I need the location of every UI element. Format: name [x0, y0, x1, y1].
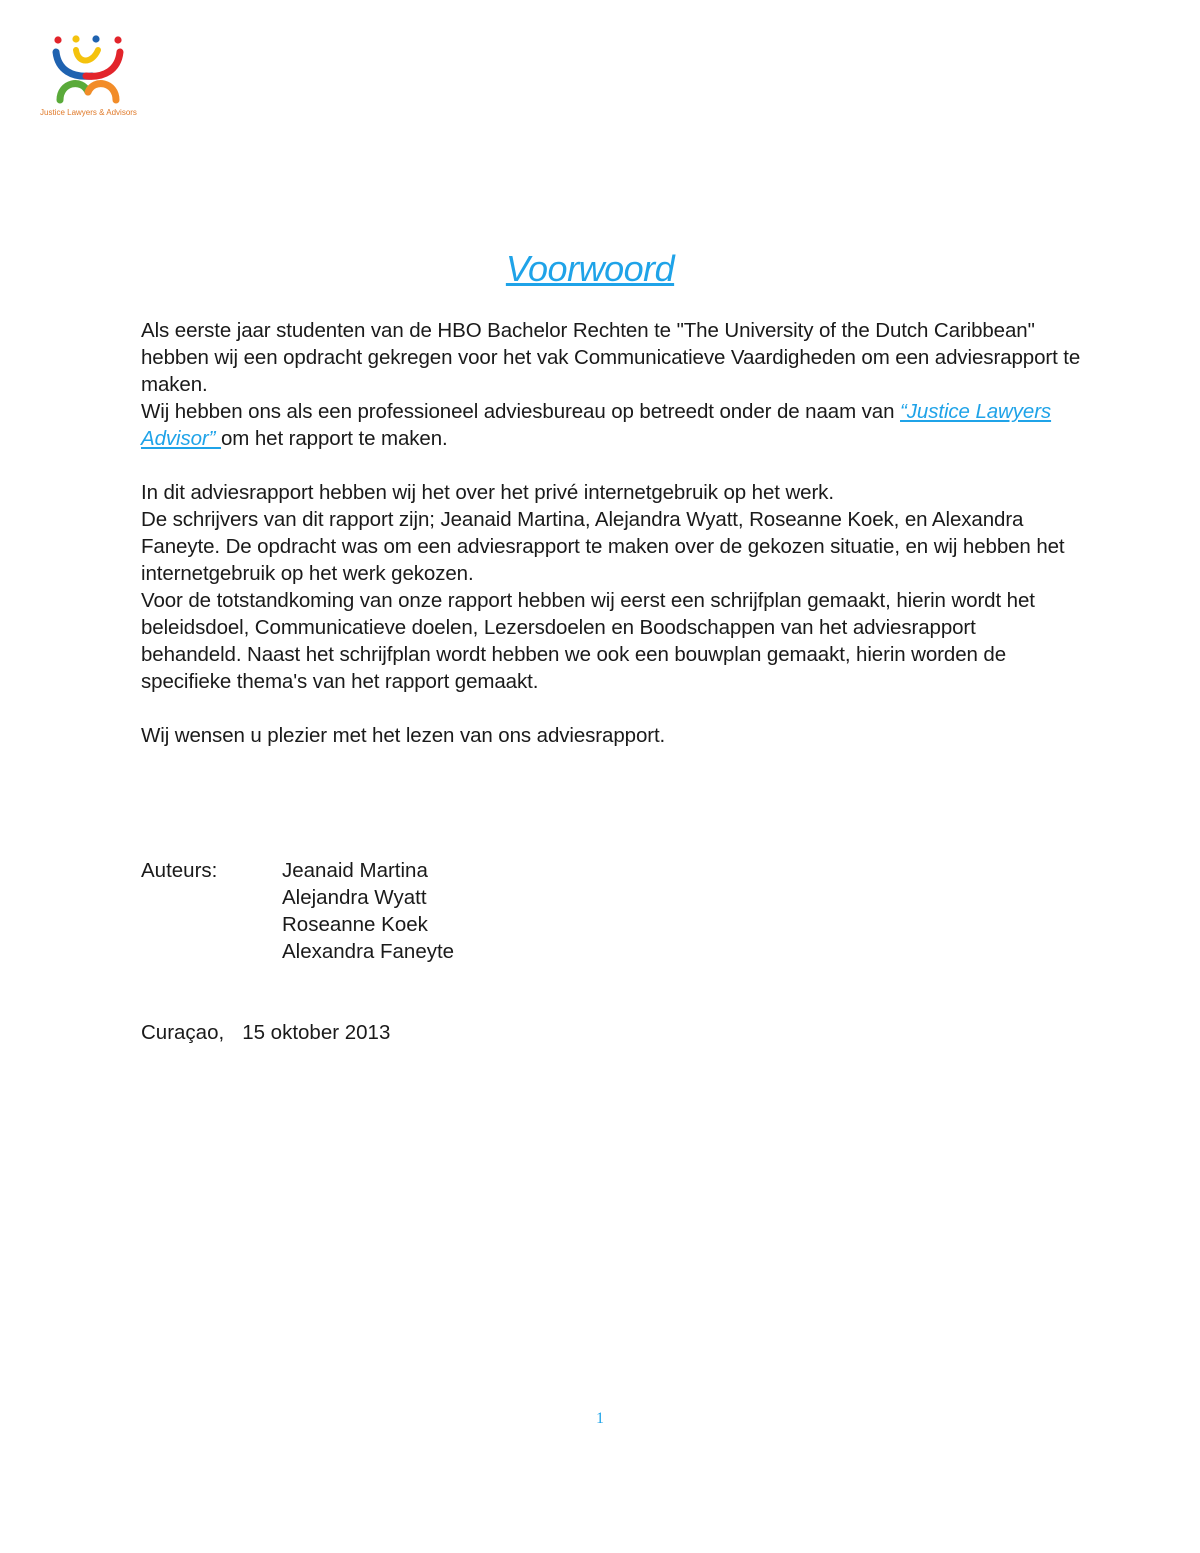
paragraph2-line2: De schrijvers van dit rapport zijn; Jeanaid Martina, Alejandra Wyatt, Roseanne Koek, en Alexandra Faneyte. De opdracht was om een adviesrapport te maken over de gekozen situatie, en wij hebben het internetgebruik op het werk gekozen. — [141, 508, 1065, 585]
justice-lawyers-logo-icon — [52, 34, 128, 106]
paragraph1-line2 — [141, 398, 1081, 452]
company-logo — [40, 34, 140, 118]
paragraph2-line1: In dit adviesrapport hebben wij het over het privé internetgebruik op het werk. — [141, 481, 834, 504]
paragraph1-line1: Als eerste jaar studenten van de HBO Bachelor Rechten te "The University of the Dutch Caribbean" hebben wij een opdracht gekregen voor het vak Communicatieve Vaardigheden om een adviesrapport te maken. — [141, 319, 1081, 396]
paragraph1-line2-tail: om het rapport te maken. — [220, 427, 448, 450]
place: Curaçao, — [141, 1021, 225, 1044]
author-name: Roseanne Koek — [282, 913, 428, 936]
authors-label: Auteurs: — [141, 859, 218, 882]
author-name: Jeanaid Martina — [282, 859, 428, 882]
author-name: Alexandra Faneyte — [282, 940, 455, 963]
author-name: Alejandra Wyatt — [282, 886, 427, 909]
page-title: Voorwoord — [505, 248, 675, 289]
paragraph1-line2-text: Wij hebben ons als een professioneel adviesbureau op betreedt onder de naam van — [141, 400, 895, 423]
logo-caption: Justice Lawyers & Advisors — [40, 108, 137, 117]
authors-list — [282, 857, 542, 965]
company-name-link[interactable]: “Justice Lawyers Advisor” — [141, 400, 1052, 450]
closing-sentence: Wij wensen u plezier met het lezen van ons adviesrapport. — [141, 724, 666, 747]
place-date — [141, 1019, 390, 1046]
page-number: 1 — [596, 1410, 604, 1427]
foreword-body — [141, 317, 1081, 749]
date: 15 oktober 2013 — [242, 1021, 391, 1044]
paragraph2-line3: Voor de totstandkoming van onze rapport hebben wij eerst een schrijfplan gemaakt, hierin wordt het beleidsdoel, Communicatieve doelen, Lezersdoelen en Boodschappen van het adviesrapport behandeld. Naast het schrijfplan wordt hebben we ook een bouwplan gemaakt, hierin worden de specifieke thema's van het rapport gemaakt. — [141, 589, 1035, 693]
